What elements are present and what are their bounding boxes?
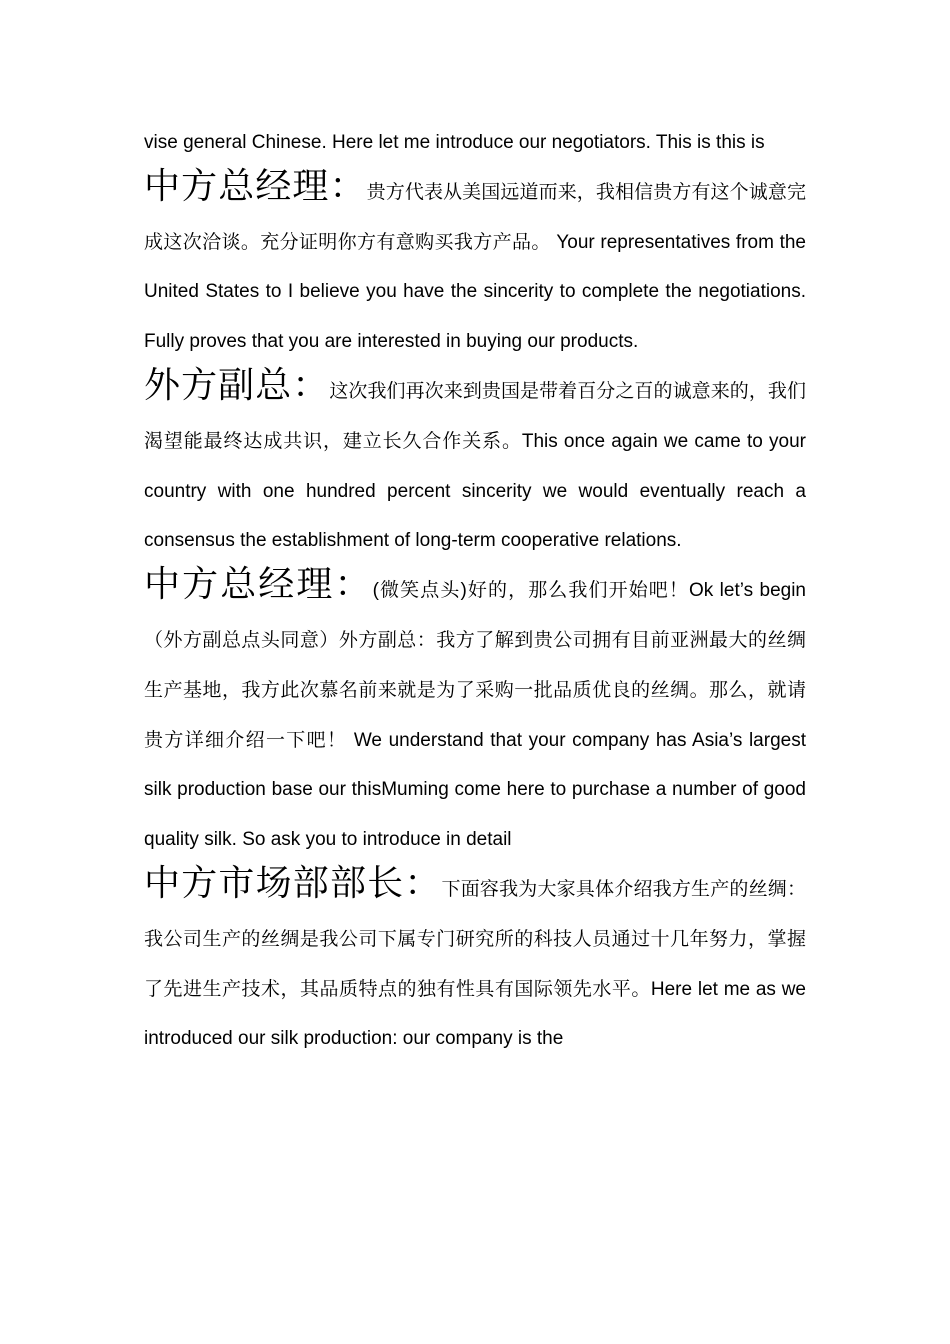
dialogue-text-3: (微笑点头)好的，那么我们开始吧！Ok let’s begin（外方副总点头同意）外方副总：我方了解到贵公司拥有目前亚洲最大的丝绸生产基地，我方此次慕名前来就是为了采购一批品质优良的丝绸。那么，就请贵方详细介绍一下吧！ We understand that your company has Asia’s largest silk production base our thisMuming come here to purchase a number of good quality silk. So ask you to introduce in detail xyxy=(144,580,806,851)
dialogue-text-2: 这次我们再次来到贵国是带着百分之百的诚意来的，我们渴望能最终达成共识，建立长久合作关系。This once again we came to your country with one hundred percent sincerity we would eventually reach a consensus the establishment of long-term cooperative relations. xyxy=(144,380,806,552)
dialogue-entry-1 xyxy=(144,165,806,367)
dialogue-text xyxy=(144,118,806,1064)
dialogue-entry-4 xyxy=(144,862,806,1064)
intro-line: vise general Chinese. Here let me introduce our negotiators. This is this is xyxy=(144,132,765,153)
dialogue-entry-2 xyxy=(144,364,806,566)
dialogue-text-4: 下面容我为大家具体介绍我方生产的丝绸：我公司生产的丝绸是我公司下属专门研究所的科技人员通过十几年努力，掌握了先进生产技术，其品质特点的独有性具有国际领先水平。Here let me as we introduced our silk production: our company is the xyxy=(144,878,806,1050)
dialogue-entry-3 xyxy=(144,566,806,865)
speaker-label: 中方总经理： xyxy=(144,564,373,606)
speaker-label: 外方副总： xyxy=(144,364,330,406)
dialogue-text-1: 贵方代表从美国远道而来，我相信贵方有这个诚意完成这次洽谈。充分证明你方有意购买我方产品。 Your representatives from the United States to I believe you have the sincerity to complete the negotiations. Fully proves that you are interested in buying our products. xyxy=(144,181,806,353)
speaker-label: 中方市场部部长： xyxy=(144,862,442,904)
speaker-label: 中方总经理： xyxy=(144,165,367,207)
